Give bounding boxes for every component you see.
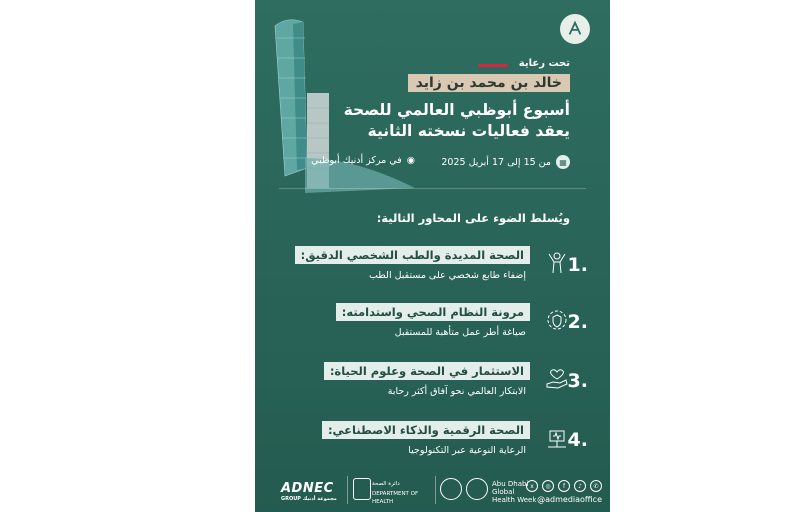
axis-number: 2. [567,311,588,333]
calendar-icon: ▦ [556,155,570,169]
hw-line-2: Health Week [492,496,537,504]
digital-health-icon [544,425,570,451]
whatsapp-icon[interactable]: ✆ [590,480,602,492]
patron-name: خالد بن محمد بن زايد [408,74,570,92]
axis-subtitle: الرعاية النوعية عبر التكنولوجيا [408,445,526,456]
health-shield-icon [544,307,570,333]
accent-bar [478,64,508,67]
person-celebrate-icon [544,250,570,276]
emblem-icon [440,478,462,500]
doh-ar: دائرة الصحة [372,481,400,487]
headline [344,100,570,142]
social-links [526,480,602,504]
headline-line-1: أسبوع أبوظبي العالمي للصحة [343,101,570,119]
adnec-logo [281,481,337,502]
axis-item-3 [288,362,588,410]
tiktok-icon[interactable]: ♪ [574,480,586,492]
axis-title: الصحة الرقمية والذكاء الاصطناعي: [322,421,530,439]
axis-subtitle: إضفاء طابع شخصي على مستقبل الطب [368,270,526,281]
axis-title: الصحة المديدة والطب الشخصي الدقيق: [295,246,530,264]
logo-icon [566,20,584,38]
dates-text: من 15 إلى 17 أبريل 2025 [441,156,551,168]
adnec-text: ADNEC [281,481,334,496]
instagram-icon[interactable]: ◎ [542,480,554,492]
doh-seal-icon [353,478,371,500]
axis-number: 3. [567,370,588,392]
axis-number: 1. [567,254,588,276]
footer [255,474,610,512]
axis-item-4 [288,421,588,469]
axis-item-2 [288,303,588,351]
news-poster [255,0,610,512]
adnec-sub: GROUP مجموعة أدنيك [281,496,337,502]
axis-item-1 [288,246,588,294]
axis-subtitle: الابتكار العالمي نحو آفاق أكثر رحابة [387,386,526,397]
venue-text: في مركز أدنيك أبوظبي [311,155,402,166]
social-handle[interactable]: @admediaoffice [537,495,602,504]
hw-line-1: Abu Dhabi Global [492,480,529,496]
axis-number: 4. [567,429,588,451]
media-office-logo [560,14,590,44]
divider [279,188,586,189]
hand-heart-icon [544,366,570,392]
axes-title: ويُسلط الضوء على المحاور التالية: [376,211,570,225]
doh-en: DEPARTMENT OF HEALTH [372,491,419,505]
headline-line-2: يعقد فعاليات نسخته الثانية [367,122,570,140]
axis-title: مرونة النظام الصحي واستدامته: [336,303,530,321]
event-venue [311,155,415,166]
globe-icon [466,478,488,500]
location-pin-icon: ◉ [406,155,415,166]
patron-label: تحت رعاية [518,58,570,69]
axis-title: الاستثمار في الصحة وعلوم الحياة: [324,362,530,380]
facebook-icon[interactable]: f [558,480,570,492]
x-icon[interactable]: x [526,480,538,492]
axis-subtitle: صياغة أطر عمل متأهبة للمستقبل [394,327,526,338]
doh-logo [347,476,423,504]
event-dates [441,155,570,169]
health-week-logo [435,476,537,504]
